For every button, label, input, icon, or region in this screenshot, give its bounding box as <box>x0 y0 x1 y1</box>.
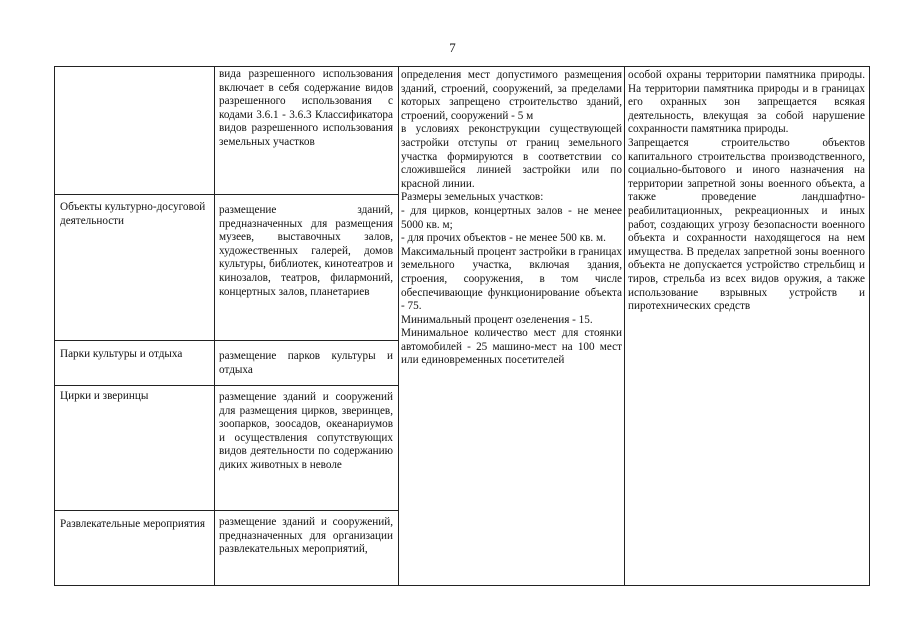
parameter-paragraph: Размеры земельных участков: <box>401 191 544 204</box>
restrictions-cell <box>628 69 865 314</box>
table-border-bottom <box>54 585 870 586</box>
column-divider-3 <box>624 66 625 586</box>
description-text: размещение зданий и сооружений, предназначенных для организации развлекательных мероприятий, <box>219 516 393 556</box>
description-text: вида разрешенного использования включает в себя содержание видов разрешенного использования с кодами 3.6.1 - 3.6.3 Классификатора видов разрешенного использования земельных участков <box>219 68 393 148</box>
category-label: Объекты культурно-досуговой деятельности <box>60 201 206 227</box>
description-cell-culture <box>219 204 393 299</box>
category-cell-parks <box>60 348 212 362</box>
column-divider-1 <box>214 66 215 586</box>
parameter-paragraph: - для прочих объектов - не менее 500 кв. м. <box>401 232 606 245</box>
restriction-paragraph: особой охраны территории памятника природы. На территории памятника природы и в границах его охранных зон запрещается всякая деятельность, влекущая за собой нарушение сохранности памятника природы. <box>628 69 865 136</box>
parameter-paragraph: - для цирков, концертных залов - не менее 5000 кв. м; <box>401 204 622 231</box>
description-cell-events <box>219 516 393 557</box>
table-border-right <box>869 66 870 586</box>
description-text: размещение парков культуры и отдыха <box>219 350 393 376</box>
category-cell-culture <box>60 201 210 228</box>
row-divider-3 <box>54 385 398 386</box>
description-cell-circus <box>219 391 393 473</box>
category-cell-circus <box>60 390 210 404</box>
page-number: 7 <box>449 40 456 55</box>
category-cell-events <box>60 518 210 532</box>
parameter-paragraph: в условиях реконструкции существующей застройки отступы от границ земельного участка формируются в соответствии со сложившейся линией застройки или по красной линии. <box>401 123 622 190</box>
row-divider-2 <box>54 340 398 341</box>
row-divider-4 <box>54 510 398 511</box>
description-text: размещение зданий и сооружений для размещения цирков, зверинцев, зоопарков, зоосадов, океанариумов и осуществления сопутствующих видов деятельности по содержанию диких животных в неволе <box>219 391 393 471</box>
table-border-top <box>54 66 870 67</box>
restriction-paragraph: Запрещается строительство объектов капитального строительства производственного, социально-бытового и иного назначения на территории запретной зоны военного объекта, а также проведение ландшафтно-реабилитационных, рекреационных и иных работ, создающих угрозу безопасности военного объекта и сохранности находящегося на нем имущества. В пределах запретной зоны военного объекта не допускается устройство стрельбищ и тиров, стрельба из всех видов оружия, а также использование взрывных устройств и пиротехнических средств <box>628 136 865 313</box>
column-divider-2 <box>398 66 399 586</box>
category-label: Развлекательные мероприятия <box>60 518 206 530</box>
parameter-paragraph: Минимальный процент озеленения - 15. <box>401 313 593 326</box>
description-cell-parks <box>219 350 393 377</box>
description-text: размещение зданий, предназначенных для размещения музеев, выставочных залов, художественных галерей, домов культуры, библиотек, кинотеатров и кинозалов, театров, филармоний, концертных залов, планетариев <box>219 204 393 298</box>
description-cell-continued <box>219 68 393 150</box>
parameter-paragraph: Максимальный процент застройки в границах земельного участка, включая здания, строения, сооружения, в том числе обеспечивающие функционирование объекта - 75. <box>401 245 622 313</box>
row-divider-1 <box>54 194 398 195</box>
category-label: Цирки и зверинцы <box>60 390 149 402</box>
table-border-left <box>54 66 55 586</box>
parameters-cell <box>401 69 622 368</box>
parameter-paragraph: определения мест допустимого размещения зданий, строений, сооружений, за пределами которых запрещено строительство зданий, строений, сооружений - 5 м <box>401 69 622 122</box>
category-label: Парки культуры и отдыха <box>60 348 183 360</box>
parameter-paragraph: Минимальное количество мест для стоянки автомобилей - 25 машино-мест на 100 мест или единовременных посетителей <box>401 327 622 367</box>
